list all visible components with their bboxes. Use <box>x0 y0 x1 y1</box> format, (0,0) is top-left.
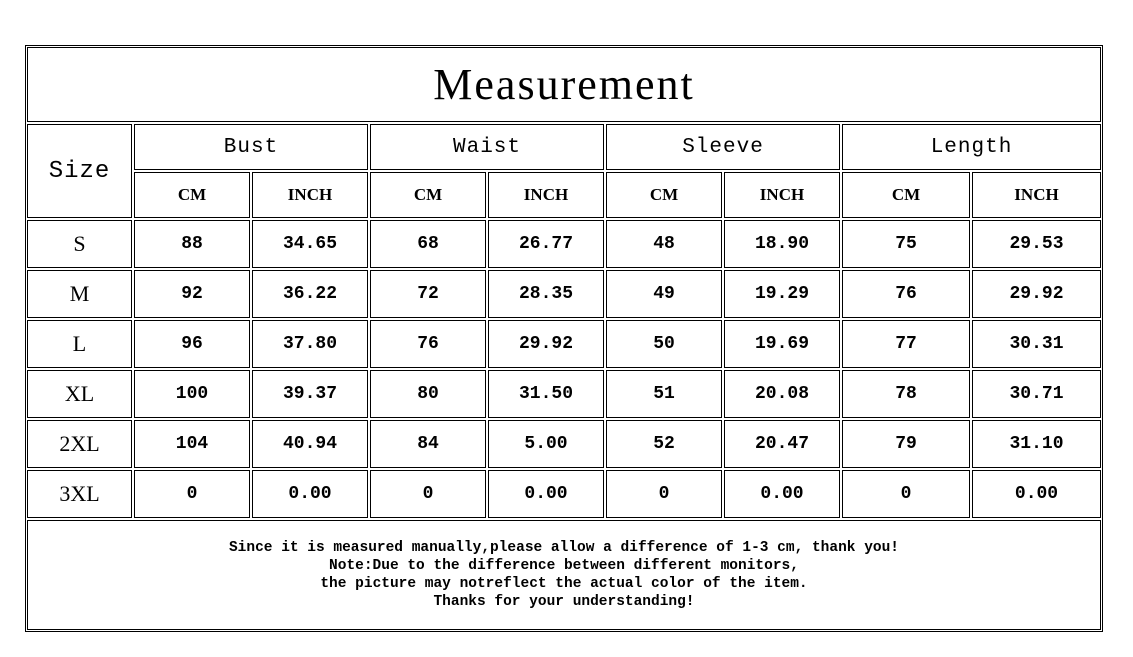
unit-header-sleeve-inch: INCH <box>724 172 840 218</box>
cell-length-inch: 0.00 <box>972 470 1101 518</box>
unit-header-bust-cm: CM <box>134 172 250 218</box>
header-row-groups <box>27 124 1101 170</box>
row-size-label: 3XL <box>27 470 132 518</box>
cell-bust-cm: 96 <box>134 320 250 368</box>
table-row <box>27 470 1101 518</box>
cell-sleeve-cm: 48 <box>606 220 722 268</box>
cell-waist-cm: 84 <box>370 420 486 468</box>
cell-bust-inch: 39.37 <box>252 370 368 418</box>
cell-length-cm: 0 <box>842 470 970 518</box>
size-header: Size <box>27 124 132 218</box>
note-line: the picture may notreflect the actual color of the item. <box>320 576 808 592</box>
cell-bust-cm: 92 <box>134 270 250 318</box>
unit-header-sleeve-cm: CM <box>606 172 722 218</box>
group-header-waist: Waist <box>370 124 604 170</box>
cell-waist-cm: 76 <box>370 320 486 368</box>
cell-waist-inch: 0.00 <box>488 470 604 518</box>
unit-header-waist-inch: INCH <box>488 172 604 218</box>
table-row <box>27 270 1101 318</box>
cell-bust-inch: 34.65 <box>252 220 368 268</box>
table-row <box>27 370 1101 418</box>
cell-waist-cm: 0 <box>370 470 486 518</box>
cell-sleeve-cm: 51 <box>606 370 722 418</box>
table-row <box>27 320 1101 368</box>
row-size-label: XL <box>27 370 132 418</box>
cell-sleeve-inch: 19.69 <box>724 320 840 368</box>
cell-length-cm: 75 <box>842 220 970 268</box>
row-size-label: 2XL <box>27 420 132 468</box>
unit-header-length-inch: INCH <box>972 172 1101 218</box>
cell-bust-cm: 104 <box>134 420 250 468</box>
unit-header-waist-cm: CM <box>370 172 486 218</box>
cell-length-inch: 30.71 <box>972 370 1101 418</box>
cell-length-cm: 77 <box>842 320 970 368</box>
cell-length-cm: 79 <box>842 420 970 468</box>
row-size-label: L <box>27 320 132 368</box>
note-line: Since it is measured manually,please allow a difference of 1-3 cm, thank you! <box>228 540 899 556</box>
cell-bust-inch: 37.80 <box>252 320 368 368</box>
cell-length-inch: 31.10 <box>972 420 1101 468</box>
cell-bust-cm: 0 <box>134 470 250 518</box>
cell-waist-cm: 72 <box>370 270 486 318</box>
cell-sleeve-cm: 49 <box>606 270 722 318</box>
cell-sleeve-cm: 50 <box>606 320 722 368</box>
page-title: Measurement <box>433 59 695 109</box>
cell-sleeve-inch: 20.08 <box>724 370 840 418</box>
cell-length-inch: 29.92 <box>972 270 1101 318</box>
cell-sleeve-cm: 52 <box>606 420 722 468</box>
cell-bust-inch: 0.00 <box>252 470 368 518</box>
cell-waist-cm: 80 <box>370 370 486 418</box>
row-size-label: S <box>27 220 132 268</box>
cell-sleeve-inch: 18.90 <box>724 220 840 268</box>
title-box <box>27 47 1101 122</box>
unit-header-length-cm: CM <box>842 172 970 218</box>
cell-length-cm: 76 <box>842 270 970 318</box>
cell-waist-inch: 5.00 <box>488 420 604 468</box>
size-table <box>25 122 1103 520</box>
notes-box <box>27 520 1101 630</box>
cell-length-inch: 29.53 <box>972 220 1101 268</box>
cell-length-cm: 78 <box>842 370 970 418</box>
group-header-bust: Bust <box>134 124 368 170</box>
note-line: Note:Due to the difference between different monitors, <box>329 558 799 574</box>
row-size-label: M <box>27 270 132 318</box>
cell-sleeve-inch: 20.47 <box>724 420 840 468</box>
unit-header-bust-inch: INCH <box>252 172 368 218</box>
cell-sleeve-inch: 0.00 <box>724 470 840 518</box>
cell-length-inch: 30.31 <box>972 320 1101 368</box>
cell-bust-inch: 40.94 <box>252 420 368 468</box>
note-line: Thanks for your understanding! <box>433 594 695 610</box>
cell-bust-inch: 36.22 <box>252 270 368 318</box>
table-row <box>27 220 1101 268</box>
cell-bust-cm: 88 <box>134 220 250 268</box>
group-header-length: Length <box>842 124 1101 170</box>
cell-waist-inch: 31.50 <box>488 370 604 418</box>
group-header-sleeve: Sleeve <box>606 124 840 170</box>
cell-waist-cm: 68 <box>370 220 486 268</box>
cell-waist-inch: 29.92 <box>488 320 604 368</box>
header-row-units <box>27 172 1101 218</box>
cell-sleeve-inch: 19.29 <box>724 270 840 318</box>
table-row <box>27 420 1101 468</box>
cell-sleeve-cm: 0 <box>606 470 722 518</box>
cell-waist-inch: 28.35 <box>488 270 604 318</box>
cell-waist-inch: 26.77 <box>488 220 604 268</box>
cell-bust-cm: 100 <box>134 370 250 418</box>
